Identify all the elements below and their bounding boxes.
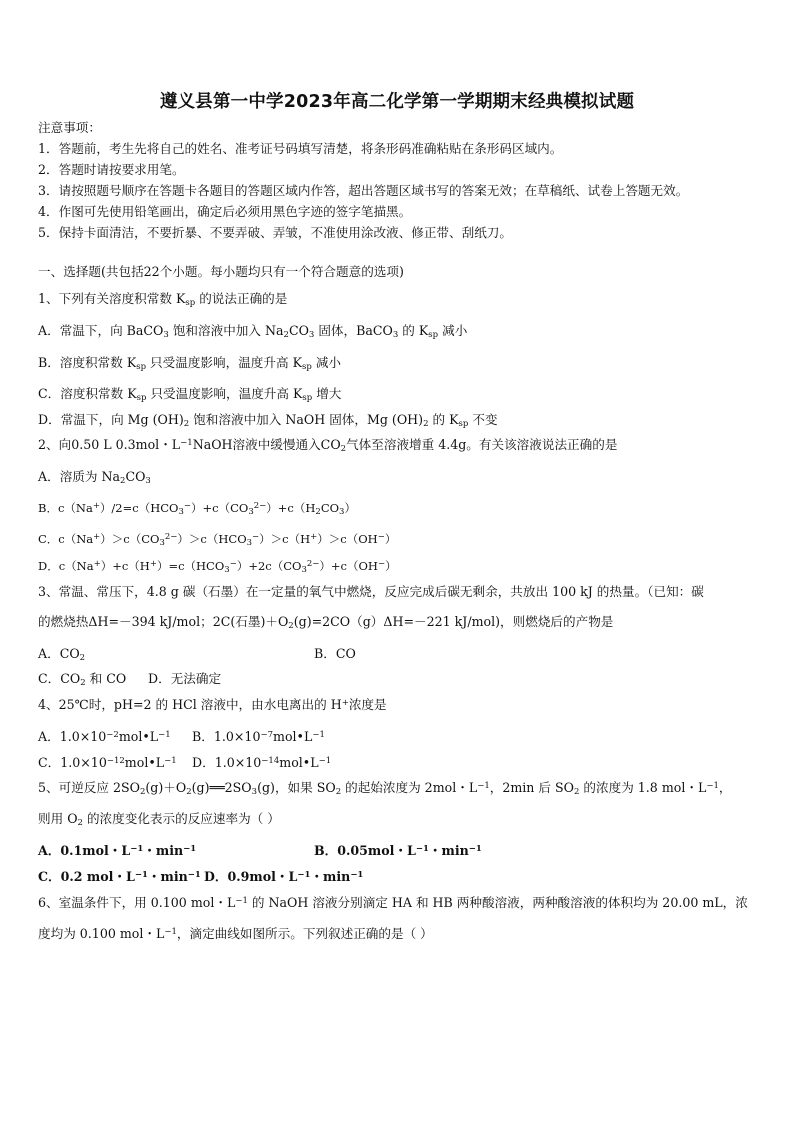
q1-option-c: C．溶度积常数 $K_{sp}$ 只受温度影响，温度升高 $K_{sp}$ 增大	[38, 386, 342, 403]
q2-option-a: A．溶质为 $Na_2CO_3$	[38, 469, 151, 486]
section-heading: 一、选择题(共包括22个小题。每小题均只有一个符合题意的选项)	[38, 264, 404, 279]
q5-option-c: C．0.2 mol・$L^{-1}$・$\min^{-1}$	[38, 869, 201, 884]
q4-options-row1	[38, 729, 758, 745]
notice-item-1: 1．答题前，考生先将自己的姓名、准考证号码填写清楚，将条形码准确粘贴在条形码区域内。	[38, 141, 563, 156]
notice-heading: 注意事项：	[38, 120, 101, 135]
q5-option-b: B．0.05mol・$L^{-1}$・$\min^{-1}$	[314, 843, 482, 858]
q1-option-b: B．溶度积常数 $K_{sp}$ 只受温度影响，温度升高 $K_{sp}$ 减小	[38, 355, 342, 372]
notice-item-5: 5．保持卡面清洁，不要折暴、不要弄破、弄皱，不准使用涂改液、修正带、刮纸刀。	[38, 225, 512, 240]
notice-item-2: 2．答题时请按要求用笔。	[38, 162, 185, 177]
notice-item-3: 3．请按照题号顺序在答题卡各题目的答题区域内作答，超出答题区域书写的答案无效；在草稿纸、试卷上答题无效。	[38, 183, 689, 198]
q4-option-b: B．$1.0\times 10^{-7}mol•L^{-1}$	[192, 729, 325, 744]
q2-option-d: D．$c(Na^+)+c(H^+)=c(HCO_3^-)+2c(CO_3^{2-})+c(OH^-)$	[38, 559, 397, 575]
q4-stem: 4、25℃时，pH=2 的 HCl 溶液中，由水电离出的 H+浓度是	[38, 697, 387, 712]
q5-option-d: D．0.9mol・$L^{-1}$・$\min^{-1}$	[204, 869, 364, 884]
q2-stem: 2、向0.50 L 0.3mol・$L^{-1}NaOH$溶液中缓慢通入$CO_2$气体至溶液增重 4.4g。有关该溶液说法正确的是	[38, 437, 618, 454]
q1-option-a: A．常温下，向 BaCO$_3$ 饱和溶液中加入 $Na_2CO_3$ 固体，BaCO$_3$ 的 $K_{sp}$ 减小	[38, 323, 468, 340]
q3-option-b: B．CO	[314, 646, 356, 661]
q2-option-c: C．$c(Na^+)>c(CO_3^{2-})>c(HCO_3^-)>c(H^+)>c(OH^-)$	[38, 532, 397, 548]
q5-option-a: A．0.1mol・$L^{-1}$・$\min^{-1}$	[38, 843, 197, 858]
q6-stem-line1: 6、室温条件下，用 0.100 mol・$L^{-1}$ 的 NaOH 溶液分别滴定 HA 和 HB 两种酸溶液，两种酸溶液的体积均为 20.00 mL，浓	[38, 895, 748, 910]
q3-option-d: D．无法确定	[148, 671, 222, 686]
q5-options-row2	[38, 869, 758, 885]
q4-option-c: C．$1.0\times 10^{-12}mol•L^{-1}$	[38, 755, 177, 770]
page-title: 遵义县第一中学2023年高二化学第一学期期末经典模拟试题	[159, 92, 635, 112]
notice-item-4: 4．作图可先使用铅笔画出，确定后必须用黑色字迹的签字笔描黑。	[38, 204, 412, 219]
q6-stem-line2: 度均为 0.100 mol・$L^{-1}$，滴定曲线如图所示。下列叙述正确的是（ ）	[38, 926, 433, 941]
q4-option-d: D．$1.0\times 10^{-14}mol•L^{-1}$	[192, 755, 332, 770]
q3-stem-line2: 的燃烧热ΔH=－394 kJ/mol；2C(石墨)$+O_2(g)=2CO(g)\Delta H=-221$ kJ/mol)，则燃烧后的产物是	[38, 614, 614, 631]
q5-stem-line1: 5、可逆反应 $2SO_2(g)+O_2(g)══2SO_3(g)$，如果 $SO_2$ 的起始浓度为 2mol・$L^{-1}$，2min 后 $SO_2$ 的浓度为 1.8 mol・$L^{-1}$，	[38, 780, 732, 797]
q3-options-row2	[38, 671, 758, 687]
q2-option-b: B．$c(Na^+)/2=c(HCO_3^-)+c(CO_3^{2-})+c(H_2CO_3)$	[38, 501, 356, 517]
q3-option-a: A．$CO_2$	[38, 646, 86, 663]
q5-options-row1	[38, 843, 758, 859]
q1-option-d: D．常温下，向 Mg $(OH)_2$ 饱和溶液中加入 NaOH 固体，Mg $(OH)_2$ 的 $K_{sp}$ 不变	[38, 412, 498, 429]
q3-options-row1	[38, 646, 758, 662]
q4-options-row2	[38, 755, 758, 771]
q3-stem-line1: 3、常温、常压下，4.8 g 碳（石墨）在一定量的氧气中燃烧，反应完成后碳无剩余，共放出 100 kJ 的热量。（已知：碳	[38, 584, 704, 599]
q5-stem-line2: 则用 $O_2$ 的浓度变化表示的反应速率为（ ）	[38, 811, 280, 828]
q3-option-c: C．$CO_2$ 和 CO	[38, 671, 127, 688]
q4-option-a: A．$1.0\times 10^{-2}mol•L^{-1}$	[38, 729, 171, 744]
q1-stem: 1、下列有关溶度积常数 $K_{sp}$ 的说法正确的是	[38, 291, 288, 308]
